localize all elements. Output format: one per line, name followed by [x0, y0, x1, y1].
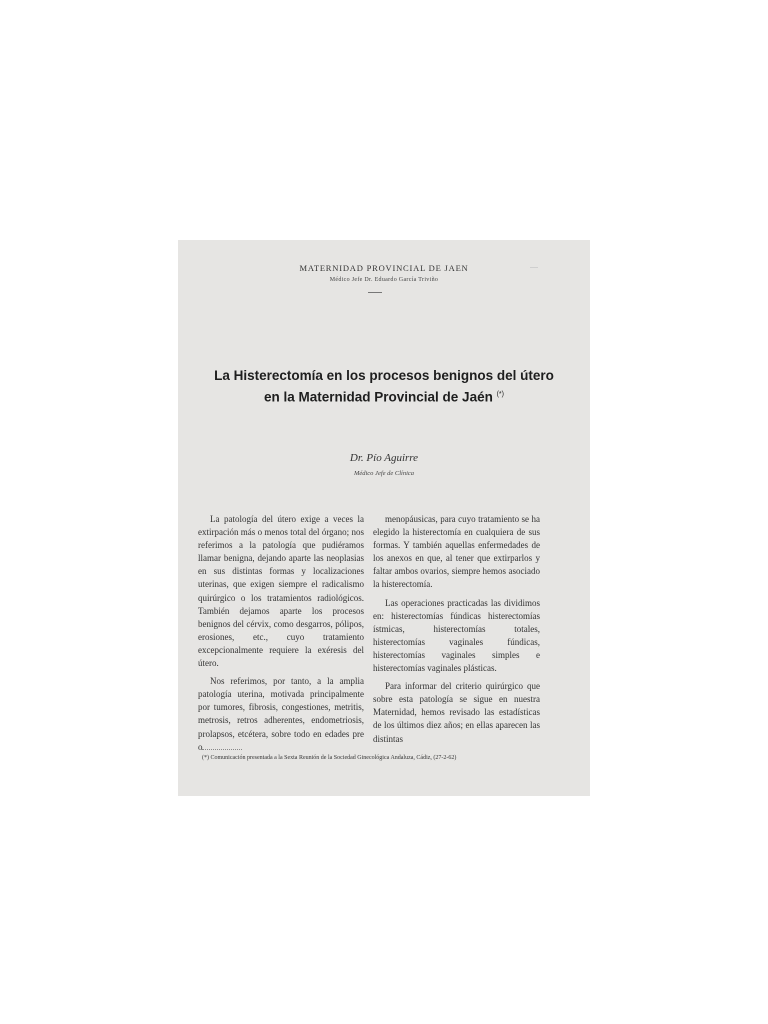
title-line-2: [178, 385, 590, 407]
paragraph: Para informar del criterio quirúrgico que sobre esta patología se sigue en nuestra Maternidad, hemos revisado las estadísticas de los últimos diez años; en ellas aparecen las distintas: [373, 681, 540, 744]
article-title: [178, 366, 590, 407]
paragraph: Las operaciones practicadas las dividimos en: histerectomías fúndicas histerectomías ístmicas, histerectomías totales, histerectomías vaginales fúndicas, histerectomías vaginales simples e histerectomías vaginales plásticas.: [373, 597, 540, 674]
author-role: Médico Jefe de Clínica: [353, 470, 415, 477]
header-divider: [368, 292, 382, 293]
footnote: (*) Comunicación presentada a la Sexta Reunión de la Sociedad Ginecológica Andaluza, Cádiz, (27-2-62): [202, 755, 457, 761]
paragraph: Nos referimos, por tanto, a la amplia patología uterina, motivada principalmente por tumores, fibrosis, congestiones, metritis, metrosis, retros adherentes, endometriosis, prolapsos, etcétera, sobre todo en edades pre o: [198, 676, 364, 752]
title-line-1: La Histerectomía en los procesos benignos del útero: [214, 368, 554, 383]
right-column: [373, 513, 540, 751]
chief-physician-line: Médico Jefe Dr. Eduardo García Triviño: [329, 277, 439, 283]
paragraph: La patología del útero exige a veces la extirpación más o menos total del órgano; nos referimos a la patología que pudiéramos llamar benigna, dejando aparte las neoplasias en sus distintas formas y localizaciones uterinas, que exigen siempre el radicalismo quirúrgico o los tratamientos radiológicos. También dejamos aparte los procesos benignos del cérvix, como desgarros, pólipos, erosiones, etc., cuyo tratamiento excepcionalmente requiere la exéresis del útero.: [198, 514, 364, 669]
title-footnote-marker: (*): [496, 391, 504, 398]
title-line-2-text: en la Maternidad Provincial de Jaén: [264, 389, 493, 405]
footnote-divider: [202, 749, 242, 750]
institution-header: MATERNIDAD PROVINCIAL DE JAEN: [299, 263, 469, 273]
author-name: Dr. Pío Aguirre: [349, 452, 419, 464]
paragraph: menopáusicas, para cuyo tratamiento se ha elegido la histerectomía en cualquiera de sus formas. Y también aquellas enfermedades de los anexos en que, al tener que extirparlos y faltar ambos ovarios, siempre hemos asociado la histerectomía.: [373, 514, 540, 590]
scanned-page: [178, 240, 590, 796]
left-column: [198, 513, 364, 759]
